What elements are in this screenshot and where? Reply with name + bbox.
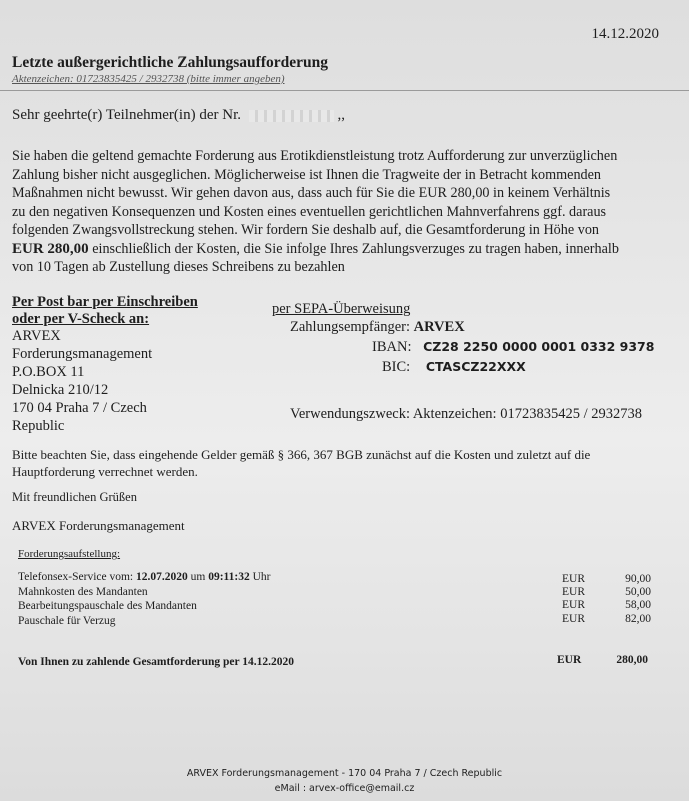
sender-name: ARVEX Forderungsmanagement: [12, 518, 185, 533]
statement-item-currency: EUR: [562, 613, 585, 625]
statement-item-amount: 50,00: [625, 586, 651, 598]
bic-value: CTASCZ22XXX: [425, 359, 526, 374]
salutation: [12, 107, 345, 124]
item-time: 09:11:32: [208, 571, 250, 583]
sepa-bic: [382, 359, 526, 376]
statement-item-amount: 58,00: [625, 599, 651, 611]
iban-value: CZ28 2250 0000 0001 0332 9378: [423, 339, 655, 354]
statement-item-currency: EUR: [562, 599, 585, 611]
statement-item-label: Bearbeitungspauschale des Mandanten: [18, 600, 197, 612]
letter-date: 14.12.2020: [591, 26, 659, 42]
statement-item-amount: 82,00: [625, 613, 651, 625]
sepa-iban: [372, 339, 654, 356]
statement-item-currency: EUR: [562, 573, 585, 585]
total-amount-highlight: EUR 280,00: [12, 240, 89, 257]
body-line: von 10 Tagen ab Zustellung dieses Schreibens zu bezahlen: [12, 259, 345, 275]
body-line: folgenden Zwangsvollstreckung stehen. Wir fordern Sie deshalb auf, die Gesamtforderung in Höhe von: [12, 222, 600, 238]
statement-item-label: [18, 571, 271, 583]
body-line: Sie haben die geltend gemachte Forderung aus Erotikdienstleistung trotz Aufforderung zur unverzüglichen: [12, 148, 618, 164]
total-label: Von Ihnen zu zahlende Gesamtforderung per 14.12.2020: [18, 656, 295, 668]
body-line: zu den negativen Konsequenzen und Kosten eines eventuellen gerichtlichen Mahnverfahrens ggf. daraus: [12, 203, 607, 220]
post-heading-line: oder per V-Scheck an:: [12, 311, 150, 327]
statement-item-currency: EUR: [562, 586, 585, 598]
header-divider: [0, 90, 689, 91]
body-line: Zahlung bisher nicht ausgeglichen. Möglicherweise ist Ihnen die Tragweite der in Betracht kommenden: [12, 166, 602, 183]
payment-note: [12, 446, 672, 480]
sepa-purpose: [290, 406, 642, 423]
statement-heading: Forderungsaufstellung:: [18, 548, 121, 560]
address-line: ARVEX: [12, 328, 61, 344]
address-line: 170 04 Praha 7 / Czech: [12, 400, 147, 416]
address-line: Forderungsmanagement: [12, 346, 153, 362]
post-payment-heading: [12, 294, 198, 328]
salutation-suffix: ,,: [337, 107, 345, 123]
body-line: Maßnahmen nicht bewusst. Wir gehen davon aus, dass auch für Sie die EUR 280,00 in keinem Verhältnis: [12, 185, 611, 201]
body-line: [12, 240, 672, 259]
redacted-number: [249, 110, 334, 122]
address-line: Delnicka 210/12: [12, 382, 109, 398]
item-text: Uhr: [249, 571, 271, 583]
closing-greeting: Mit freundlichen Grüßen: [12, 490, 137, 504]
statement-item-label: Pauschale für Verzug: [18, 615, 116, 627]
item-text: um: [187, 571, 209, 583]
letter-title: Letzte außergerichtliche Zahlungsaufforderung: [12, 54, 329, 71]
item-text: Telefonsex-Service vom:: [18, 571, 136, 583]
sepa-heading: per SEPA-Überweisung: [272, 301, 411, 317]
address-line: Republic: [12, 418, 65, 434]
purpose-label: Verwendungszweck:: [290, 406, 410, 422]
note-line: Bitte beachten Sie, dass eingehende Gelder gemäß § 366, 367 BGB zunächst auf die Kosten und zuletzt auf die: [12, 447, 591, 462]
footer-address: ARVEX Forderungsmanagement - 170 04 Praha 7 / Czech Republic: [186, 768, 503, 779]
footer-email: eMail : arvex-office@email.cz: [274, 783, 415, 794]
bic-label: BIC:: [382, 359, 411, 375]
purpose-value: Aktenzeichen: 01723835425 / 2932738: [412, 406, 642, 422]
post-heading-line: Per Post bar per Einschreiben: [12, 294, 198, 310]
body-line-rest: einschließlich der Kosten, die Sie infolge Ihres Zahlungsverzuges zu tragen haben, innerhalb: [88, 240, 619, 257]
reference-number: Aktenzeichen: 01723835425 / 2932738 (bitte immer angeben): [12, 73, 285, 85]
salutation-text: Sehr geehrte(r) Teilnehmer(in) der Nr.: [12, 107, 241, 123]
address-line: P.O.BOX 11: [12, 364, 85, 380]
statement-item-label: Mahnkosten des Mandanten: [18, 586, 148, 598]
note-line: Hauptforderung verrechnet werden.: [12, 464, 198, 479]
iban-label: IBAN:: [372, 339, 412, 355]
letter-body: [12, 147, 672, 277]
sepa-recipient: [290, 319, 465, 336]
item-date: 12.07.2020: [136, 571, 188, 583]
recipient-label: Zahlungsempfänger:: [290, 319, 410, 335]
total-amount: 280,00: [616, 654, 648, 666]
statement-item-amount: 90,00: [625, 573, 651, 585]
postal-address: [12, 327, 152, 435]
total-currency: EUR: [557, 654, 582, 666]
recipient-value: ARVEX: [413, 319, 465, 335]
